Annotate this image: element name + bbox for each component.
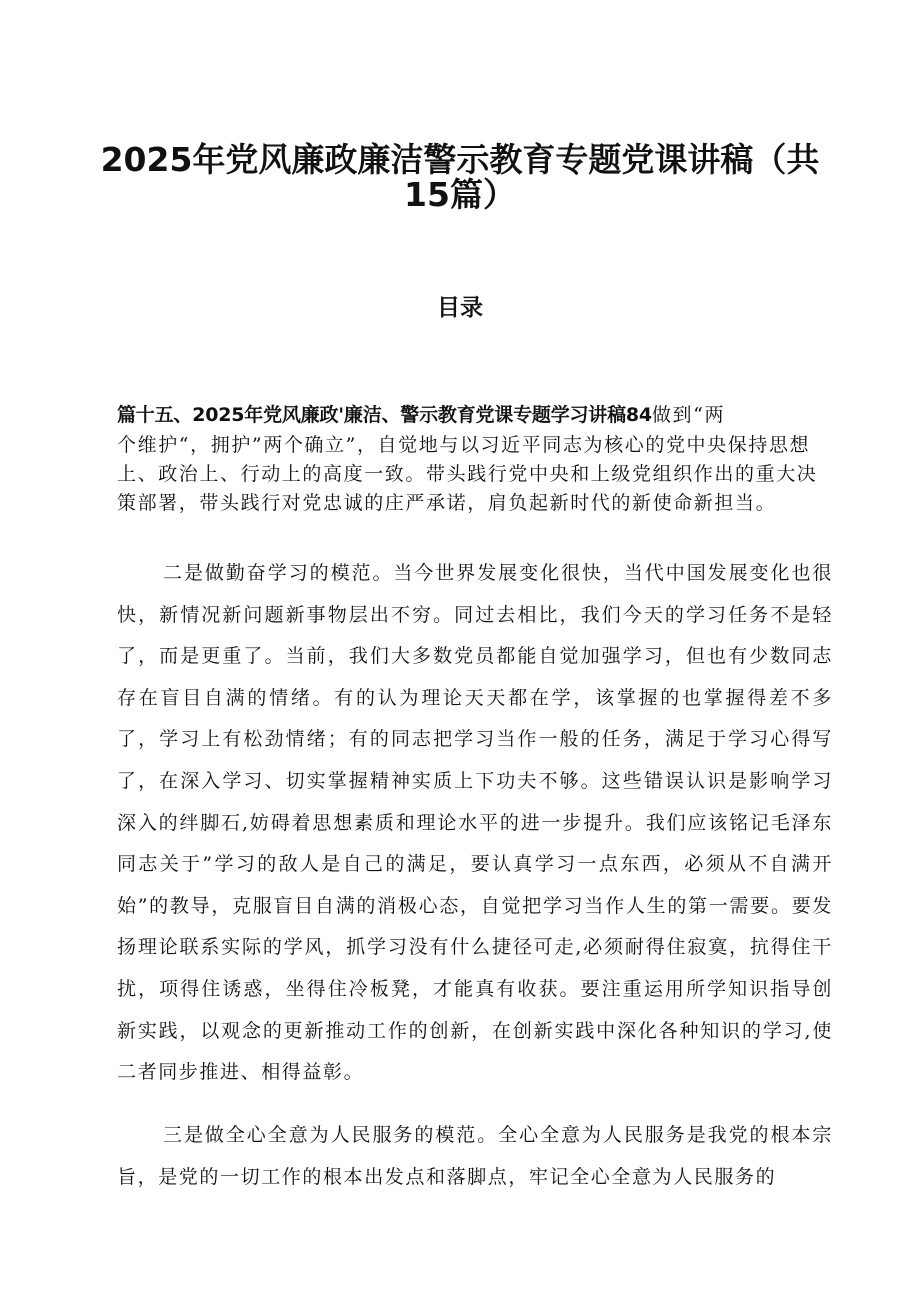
document-title-line-1: 2025年党风廉政廉洁警示教育专题党课讲稿（共 <box>100 140 820 179</box>
document-title-line-2: 15篇） <box>404 175 516 214</box>
body-paragraph-3-wrap <box>117 1115 833 1199</box>
toc-heading: 目录 <box>437 295 483 321</box>
toc-continuation-text: 个维护“，拥护”两个确立”，自觉地与以习近平同志为核心的党中央保持思想上、政治上、行动上的高度一致。带头践行党中央和上级党组织作出的重大决策部署，带头践行对党忠诚的庄严承诺，肩负起新时代的新使命新担当。 <box>117 434 818 514</box>
body-paragraph-2: 二是做勤奋学习的模范。当今世界发展变化很快，当代中国发展变化也很快，新情况新问题新事物层出不穷。同过去相比，我们今天的学习任务不是轻了，而是更重了。当前，我们大多数党员都能自觉加强学习，但也有少数同志存在盲目自满的情绪。有的认为理论天天都在学，该掌握的也掌握得差不多了，学习上有松劲情绪；有的同志把学习当作一般的任务，满足于学习心得写了，在深入学习、切实掌握精神实质上下功夫不够。这些错误认识是影响学习深入的绊脚石,妨碍着思想素质和理论水平的进一步提升。我们应该铭记毛泽东同志关于”学习的敌人是自己的满足，要认真学习一点东西，必须从不自满开始”的教导，克服盲目自满的消极心态，自觉把学习当作人生的第一需要。要发扬理论联系实际的学风，抓学习没有什么捷径可走,必须耐得住寂寞，抗得住干扰，项得住诱惑，坐得住冷板凳，才能真有收获。要注重运用所学知识指导创新实践，以观念的更新推动工作的创新，在创新实践中深化各种知识的学习,使二者同步推进、相得益彰。 <box>117 562 833 1084</box>
toc-entry-tail: 做到“两 <box>651 404 726 426</box>
body-paragraph-3: 三是做全心全意为人民服务的模范。全心全意为人民服务是我党的根本宗旨，是党的一切工作的根本出发点和落脚点，牢记全心全意为人民服务的 <box>117 1124 833 1188</box>
toc-entry[interactable] <box>117 399 833 431</box>
toc-entry-label[interactable]: 篇十五、2025年党风廉政'廉洁、警示教育党课专题学习讲稿84 <box>117 404 652 426</box>
